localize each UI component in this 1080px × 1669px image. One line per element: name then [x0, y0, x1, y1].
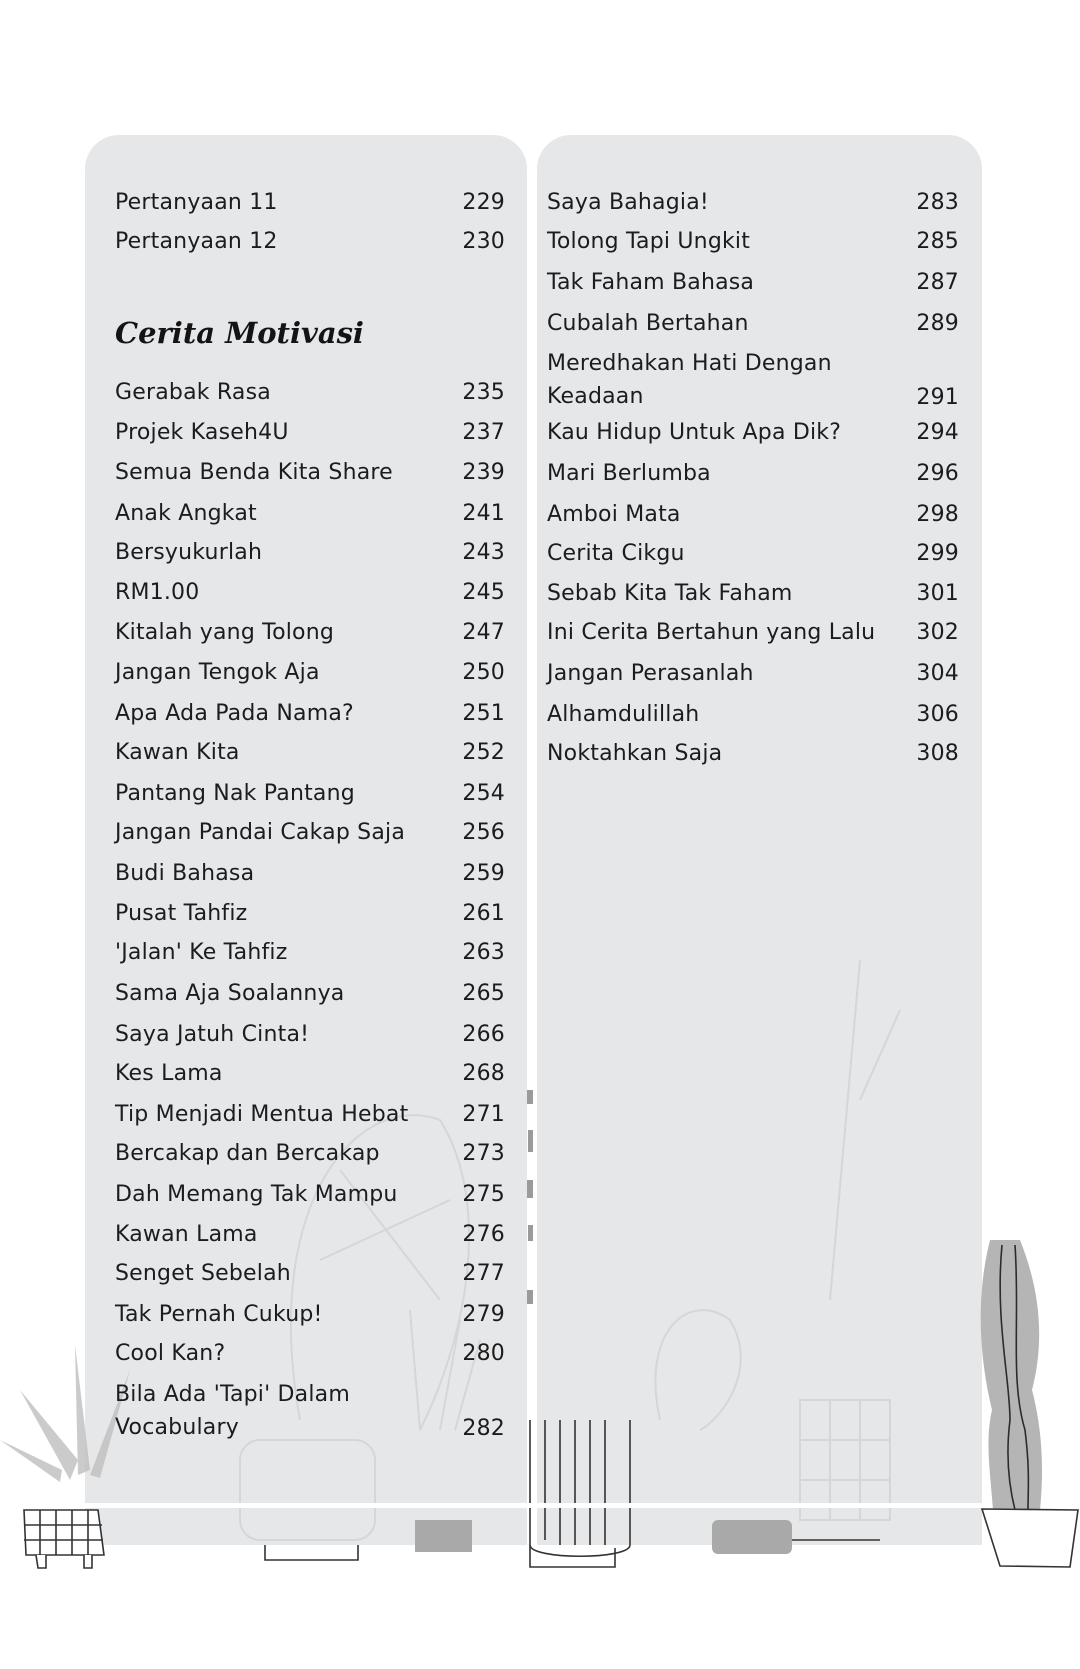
- toc-entry-title: Pertanyaan 11: [115, 190, 278, 215]
- toc-entry[interactable]: [547, 580, 959, 608]
- toc-entry-page: 299: [916, 541, 959, 566]
- toc-entry-title: Kau Hidup Untuk Apa Dik?: [547, 420, 842, 445]
- toc-entry-page: 304: [916, 661, 959, 686]
- toc-entry-page: 268: [462, 1061, 505, 1086]
- toc-entry[interactable]: [115, 1381, 505, 1443]
- toc-entry-page: 285: [916, 229, 959, 254]
- toc-entry-title: Mari Berlumba: [547, 461, 711, 486]
- toc-entry[interactable]: [547, 540, 959, 568]
- toc-entry-page: 280: [462, 1341, 505, 1366]
- toc-entry-page: 239: [462, 460, 505, 485]
- panel-divider-line: [85, 1503, 982, 1508]
- toc-entry-title: Kes Lama: [115, 1061, 223, 1086]
- toc-entry-page: 291: [916, 385, 959, 410]
- toc-entry-title: Pantang Nak Pantang: [115, 781, 355, 806]
- toc-entry-title: Projek Kaseh4U: [115, 420, 289, 445]
- toc-entry-title: Dah Memang Tak Mampu: [115, 1182, 398, 1207]
- toc-entry-page: 282: [462, 1416, 505, 1441]
- toc-entry-title-line2: Keadaan: [547, 384, 644, 409]
- toc-entry-page: 241: [462, 501, 505, 526]
- toc-entry-title: Anak Angkat: [115, 501, 257, 526]
- toc-entry[interactable]: [547, 660, 959, 688]
- toc-entry-title: Amboi Mata: [547, 502, 681, 527]
- toc-entry-page: 273: [462, 1141, 505, 1166]
- toc-entry[interactable]: [115, 539, 505, 567]
- toc-entry[interactable]: [115, 1260, 505, 1288]
- toc-entry-title: Bercakap dan Bercakap: [115, 1141, 380, 1166]
- toc-entry[interactable]: [115, 189, 505, 217]
- toc-entry-page: 301: [916, 581, 959, 606]
- toc-entry-title: Saya Jatuh Cinta!: [115, 1022, 310, 1047]
- toc-entry-page: 247: [462, 620, 505, 645]
- toc-entry-page: 294: [916, 420, 959, 445]
- toc-entry[interactable]: [115, 379, 505, 407]
- toc-entry-title: Tak Faham Bahasa: [547, 270, 755, 295]
- toc-entry[interactable]: [547, 701, 959, 729]
- toc-entry-page: 256: [462, 820, 505, 845]
- toc-entry[interactable]: [115, 1060, 505, 1088]
- toc-entry-title: Tip Menjadi Mentua Hebat: [115, 1102, 409, 1127]
- toc-entry-page: 230: [462, 229, 505, 254]
- toc-entry[interactable]: [115, 819, 505, 847]
- toc-entry-title: Cubalah Bertahan: [547, 311, 749, 336]
- toc-entry-title: Cool Kan?: [115, 1341, 226, 1366]
- toc-entry[interactable]: [547, 189, 959, 217]
- toc-entry[interactable]: [547, 350, 959, 412]
- toc-entry-page: 229: [462, 190, 505, 215]
- toc-entry-title: Cerita Cikgu: [547, 541, 685, 566]
- toc-entry[interactable]: [547, 419, 959, 447]
- toc-entry-page: 259: [462, 861, 505, 886]
- toc-entry[interactable]: [547, 460, 959, 488]
- toc-entry-title: Tolong Tapi Ungkit: [547, 229, 751, 254]
- toc-entry-page: 277: [462, 1261, 505, 1286]
- toc-entry[interactable]: [115, 228, 505, 256]
- toc-entry-title: Ini Cerita Bertahun yang Lalu: [547, 620, 876, 645]
- toc-entry-page: 276: [462, 1222, 505, 1247]
- toc-entry-title: Jangan Tengok Aja: [115, 660, 320, 685]
- toc-entry-page: 302: [916, 620, 959, 645]
- toc-entry[interactable]: [115, 579, 505, 607]
- toc-entry-title: Senget Sebelah: [115, 1261, 291, 1286]
- toc-entry[interactable]: [115, 1181, 505, 1209]
- toc-entry-title: Semua Benda Kita Share: [115, 460, 393, 485]
- toc-entry[interactable]: [115, 980, 505, 1008]
- toc-entry-page: 252: [462, 740, 505, 765]
- toc-entry[interactable]: [115, 1221, 505, 1249]
- toc-entry[interactable]: [115, 1140, 505, 1168]
- toc-entry[interactable]: [115, 780, 505, 808]
- toc-entry-page: 265: [462, 981, 505, 1006]
- toc-entry[interactable]: [547, 501, 959, 529]
- toc-entry[interactable]: [115, 659, 505, 687]
- toc-entry-title: 'Jalan' Ke Tahfiz: [115, 940, 288, 965]
- toc-entry-page: 289: [916, 311, 959, 336]
- section-heading: Cerita Motivasi: [115, 316, 364, 350]
- toc-entry[interactable]: [547, 740, 959, 768]
- toc-entry-title: Bila Ada 'Tapi' Dalam: [115, 1382, 350, 1407]
- toc-entry[interactable]: [115, 1340, 505, 1368]
- toc-entry-title: Jangan Perasanlah: [547, 661, 754, 686]
- toc-entry-page: 279: [462, 1302, 505, 1327]
- toc-entry-title: Kawan Lama: [115, 1222, 258, 1247]
- toc-entry-title: Sebab Kita Tak Faham: [547, 581, 793, 606]
- toc-entry-title: Budi Bahasa: [115, 861, 255, 886]
- toc-entry-title: Bersyukurlah: [115, 540, 263, 565]
- toc-entry-title: Pusat Tahfiz: [115, 901, 248, 926]
- toc-entry[interactable]: [115, 900, 505, 928]
- toc-entry-page: 296: [916, 461, 959, 486]
- toc-entry-page: 266: [462, 1022, 505, 1047]
- toc-entry[interactable]: [115, 619, 505, 647]
- toc-entry-page: 308: [916, 741, 959, 766]
- toc-entry-page: 283: [916, 190, 959, 215]
- toc-entry-page: 298: [916, 502, 959, 527]
- toc-entry-page: 287: [916, 270, 959, 295]
- toc-entry-title: Gerabak Rasa: [115, 380, 271, 405]
- toc-entry[interactable]: [115, 739, 505, 767]
- toc-entry-title: Kawan Kita: [115, 740, 240, 765]
- toc-entry-page: 243: [462, 540, 505, 565]
- toc-entry-page: 306: [916, 702, 959, 727]
- toc-entry-title: Apa Ada Pada Nama?: [115, 701, 354, 726]
- toc-entry-title: Meredhakan Hati Dengan: [547, 351, 832, 376]
- toc-entry[interactable]: [547, 228, 959, 256]
- toc-entry-title-line2: Vocabulary: [115, 1415, 239, 1440]
- toc-entry[interactable]: [547, 619, 959, 647]
- toc-entry-page: 245: [462, 580, 505, 605]
- toc-entry-page: 275: [462, 1182, 505, 1207]
- toc-entry[interactable]: [547, 269, 959, 297]
- toc-entry[interactable]: [547, 310, 959, 338]
- toc-entry-title: Kitalah yang Tolong: [115, 620, 335, 645]
- toc-entry[interactable]: [115, 939, 505, 967]
- toc-entry-title: Saya Bahagia!: [547, 190, 709, 215]
- toc-entry[interactable]: [115, 1101, 505, 1129]
- toc-entry[interactable]: [115, 1301, 505, 1329]
- toc-entry-page: 250: [462, 660, 505, 685]
- toc-entry-page: 237: [462, 420, 505, 445]
- toc-entry[interactable]: [115, 500, 505, 528]
- toc-entry-title: Alhamdulillah: [547, 702, 700, 727]
- toc-entry-title: Tak Pernah Cukup!: [115, 1302, 323, 1327]
- toc-entry-page: 263: [462, 940, 505, 965]
- toc-entry-title: Sama Aja Soalannya: [115, 981, 345, 1006]
- toc-entry-title: RM1.00: [115, 580, 200, 605]
- toc-entry[interactable]: [115, 419, 505, 447]
- toc-entry[interactable]: [115, 459, 505, 487]
- toc-entry[interactable]: [115, 700, 505, 728]
- toc-entry-page: 271: [462, 1102, 505, 1127]
- toc-entry-page: 261: [462, 901, 505, 926]
- toc-entry-title: Pertanyaan 12: [115, 229, 278, 254]
- toc-entry-page: 251: [462, 701, 505, 726]
- toc-entry-page: 254: [462, 781, 505, 806]
- toc-entry[interactable]: [115, 860, 505, 888]
- toc-entry-title: Jangan Pandai Cakap Saja: [115, 820, 406, 845]
- toc-entry-title: Noktahkan Saja: [547, 741, 723, 766]
- toc-entry-page: 235: [462, 380, 505, 405]
- toc-entry[interactable]: [115, 1021, 505, 1049]
